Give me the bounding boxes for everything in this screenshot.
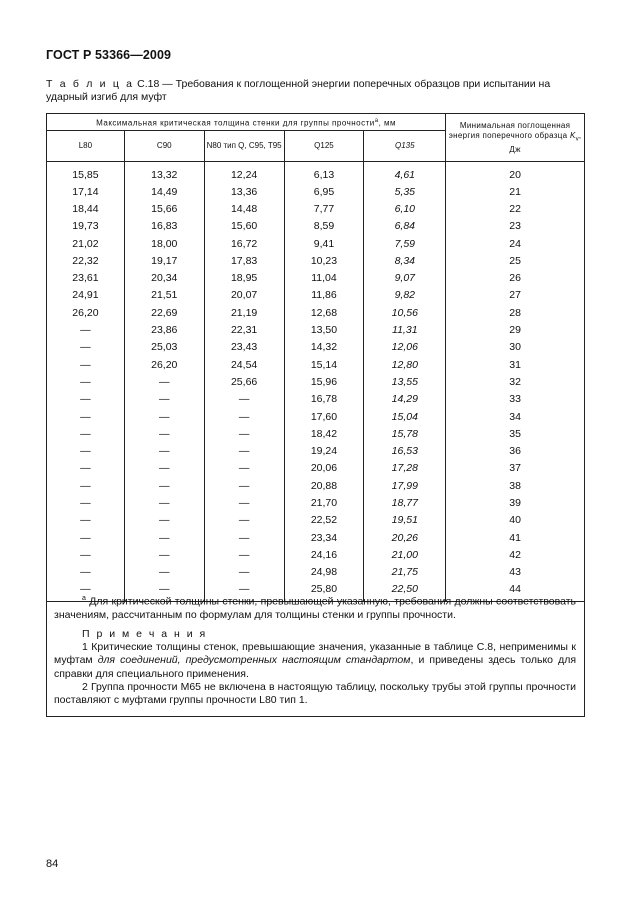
table-cell: — <box>124 373 204 390</box>
table-cell: — <box>124 442 204 459</box>
table-cell: — <box>124 425 204 442</box>
table-cell: 8,34 <box>364 252 446 269</box>
table-cell: 10,56 <box>364 304 446 321</box>
table-cell: 14,32 <box>284 339 364 356</box>
table-cell: — <box>47 460 125 477</box>
table-cell: 12,80 <box>364 356 446 373</box>
table-cell: 13,50 <box>284 321 364 338</box>
table-cell: 21,19 <box>204 304 284 321</box>
table-cell: — <box>47 408 125 425</box>
table-cell: — <box>124 546 204 563</box>
table-cell: 6,84 <box>364 218 446 235</box>
table-cell: 6,10 <box>364 200 446 217</box>
table-cell: 7,77 <box>284 200 364 217</box>
table-cell: 38 <box>446 477 585 494</box>
table-cell: 18,77 <box>364 494 446 511</box>
table-cell: 22 <box>446 200 585 217</box>
table-cell: 21,00 <box>364 546 446 563</box>
table-cell: 18,42 <box>284 425 364 442</box>
table-cell: 22,50 <box>364 581 446 602</box>
table-row <box>47 339 585 356</box>
table-cell: 15,14 <box>284 356 364 373</box>
table-row <box>47 269 585 286</box>
table-cell: 17,83 <box>204 252 284 269</box>
table-row <box>47 391 585 408</box>
table-cell: — <box>47 442 125 459</box>
table-cell: 32 <box>446 373 585 390</box>
table-cell: 8,59 <box>284 218 364 235</box>
table-row <box>47 183 585 200</box>
table-row <box>47 200 585 217</box>
table-cell: 6,95 <box>284 183 364 200</box>
table-cell: 10,23 <box>284 252 364 269</box>
table-cell: 28 <box>446 304 585 321</box>
table-row <box>47 287 585 304</box>
table-row <box>47 477 585 494</box>
table-row <box>47 408 585 425</box>
table-cell: 24,54 <box>204 356 284 373</box>
table-body <box>47 162 585 602</box>
table-row <box>47 218 585 235</box>
table-cell: 15,78 <box>364 425 446 442</box>
table-cell: 24,91 <box>47 287 125 304</box>
table-cell: 13,32 <box>124 162 204 184</box>
table-cell: 17,99 <box>364 477 446 494</box>
table-cell: — <box>204 546 284 563</box>
table-cell: — <box>204 391 284 408</box>
table-cell: 20 <box>446 162 585 184</box>
min-energy-header: Минимальная поглощенная энергия поперечного образца $K_v$, Дж <box>446 114 585 162</box>
table-cell: 21,02 <box>47 235 125 252</box>
document-header: ГОСТ Р 53366—2009 <box>46 48 172 62</box>
table-cell: 19,24 <box>284 442 364 459</box>
table-cell: 39 <box>446 494 585 511</box>
table-cell: 26,20 <box>124 356 204 373</box>
table-cell: 5,35 <box>364 183 446 200</box>
table-cell: 9,82 <box>364 287 446 304</box>
table-cell: — <box>204 494 284 511</box>
table-cell: — <box>47 425 125 442</box>
table-cell: — <box>47 494 125 511</box>
table-cell: 40 <box>446 512 585 529</box>
table-cell: 11,86 <box>284 287 364 304</box>
table-cell: 36 <box>446 442 585 459</box>
table-cell: 18,00 <box>124 235 204 252</box>
table-cell: 22,32 <box>47 252 125 269</box>
table-cell: 27 <box>446 287 585 304</box>
table-row <box>47 460 585 477</box>
table-cell: 20,88 <box>284 477 364 494</box>
table-cell: 21,51 <box>124 287 204 304</box>
table-cell: 20,07 <box>204 287 284 304</box>
table-cell: — <box>47 546 125 563</box>
table-cell: 37 <box>446 460 585 477</box>
table-cell: 21,70 <box>284 494 364 511</box>
table-cell: 15,60 <box>204 218 284 235</box>
table-cell: — <box>124 408 204 425</box>
table-cell: 14,49 <box>124 183 204 200</box>
table-cell: 43 <box>446 564 585 581</box>
table-cell: — <box>47 477 125 494</box>
table-cell: 17,14 <box>47 183 125 200</box>
table-row <box>47 356 585 373</box>
table-cell: 19,73 <box>47 218 125 235</box>
table-cell: — <box>204 564 284 581</box>
table-cell: 16,72 <box>204 235 284 252</box>
column-header: N80 тип Q, C95, T95 <box>204 131 284 162</box>
table-cell: 29 <box>446 321 585 338</box>
table-cell: 13,36 <box>204 183 284 200</box>
table-row <box>47 494 585 511</box>
table-row <box>47 252 585 269</box>
table-row <box>47 546 585 563</box>
table-cell: — <box>204 442 284 459</box>
table-cell: 21,75 <box>364 564 446 581</box>
table-cell: 33 <box>446 391 585 408</box>
table-cell: 24 <box>446 235 585 252</box>
table-cell: 20,06 <box>284 460 364 477</box>
table-cell: 7,59 <box>364 235 446 252</box>
table-row <box>47 304 585 321</box>
footnote: $^a$ Для критической толщины стенки, превышающей указанную, требования должны соответствовать значениям, рассчитанным по формулам для толщины стенки и группы прочности. <box>54 595 576 621</box>
table-row <box>47 373 585 390</box>
table-cell: — <box>124 391 204 408</box>
column-header: Q125 <box>284 131 364 162</box>
table-cell: 22,31 <box>204 321 284 338</box>
table-cell: — <box>47 564 125 581</box>
table-cell: 12,24 <box>204 162 284 184</box>
note-1: 1 Критические толщины стенок, превышающие значения, указанные в таблице С.8, неприменимы к муфтам для соединений, предусмотренных настоящим стандартом, и приведены здесь только для справки для специального применения. <box>54 641 577 680</box>
table-cell: 15,66 <box>124 200 204 217</box>
table-cell: 19,17 <box>124 252 204 269</box>
table-cell: 23 <box>446 218 585 235</box>
notes-title: П р и м е ч а н и я <box>82 627 208 640</box>
table-cell: — <box>204 512 284 529</box>
table-row <box>47 512 585 529</box>
table-cell: 24,98 <box>284 564 364 581</box>
caption-prefix: Т а б л и ц а <box>46 78 135 90</box>
table-cell: — <box>47 356 125 373</box>
table-cell: — <box>47 321 125 338</box>
table-cell: 22,52 <box>284 512 364 529</box>
column-header: Q135 <box>364 131 446 162</box>
table-cell: 23,86 <box>124 321 204 338</box>
table-caption <box>46 78 586 104</box>
table-cell: — <box>124 581 204 602</box>
table-cell: 14,29 <box>364 391 446 408</box>
table-cell: — <box>47 512 125 529</box>
table-row <box>47 235 585 252</box>
table-cell: 23,34 <box>284 529 364 546</box>
table-cell: 17,28 <box>364 460 446 477</box>
table-cell: 18,44 <box>47 200 125 217</box>
table-cell: 25,66 <box>204 373 284 390</box>
table-cell: 16,83 <box>124 218 204 235</box>
table-cell: 18,95 <box>204 269 284 286</box>
table-cell: 19,51 <box>364 512 446 529</box>
column-header: L80 <box>47 131 125 162</box>
table-cell: 22,69 <box>124 304 204 321</box>
table-cell: 44 <box>446 581 585 602</box>
table-cell: 42 <box>446 546 585 563</box>
energy-table <box>46 113 585 602</box>
table-row <box>47 442 585 459</box>
table-cell: — <box>124 477 204 494</box>
table-row <box>47 425 585 442</box>
table-cell: 30 <box>446 339 585 356</box>
table-row <box>47 564 585 581</box>
table-cell: 23,43 <box>204 339 284 356</box>
table-cell: — <box>47 391 125 408</box>
table-cell: — <box>124 512 204 529</box>
table-cell: — <box>47 581 125 602</box>
table-cell: 25 <box>446 252 585 269</box>
table-cell: 31 <box>446 356 585 373</box>
table-cell: 23,61 <box>47 269 125 286</box>
table-cell: — <box>47 373 125 390</box>
group-header: Максимальная критическая толщина стенки для группы прочности$^a$, мм <box>47 114 446 131</box>
table-cell: 26,20 <box>47 304 125 321</box>
table-row <box>47 162 585 184</box>
table-cell: — <box>124 529 204 546</box>
table-cell: 12,06 <box>364 339 446 356</box>
page-number: 84 <box>46 858 59 870</box>
table-cell: 20,34 <box>124 269 204 286</box>
table-cell: 14,48 <box>204 200 284 217</box>
table-cell: 25,80 <box>284 581 364 602</box>
table-cell: — <box>204 460 284 477</box>
table-cell: — <box>124 460 204 477</box>
table-cell: — <box>204 425 284 442</box>
table-cell: 11,31 <box>364 321 446 338</box>
table-cell: — <box>204 477 284 494</box>
table-row <box>47 529 585 546</box>
table-cell: 15,96 <box>284 373 364 390</box>
table-cell: 21 <box>446 183 585 200</box>
table-cell: 20,26 <box>364 529 446 546</box>
table-cell: 34 <box>446 408 585 425</box>
table-cell: 24,16 <box>284 546 364 563</box>
table-cell: — <box>124 494 204 511</box>
table-cell: 6,13 <box>284 162 364 184</box>
table-cell: — <box>47 339 125 356</box>
table-cell: 15,85 <box>47 162 125 184</box>
table-row <box>47 321 585 338</box>
table-cell: 41 <box>446 529 585 546</box>
table-cell: 9,07 <box>364 269 446 286</box>
note-2: 2 Группа прочности М65 не включена в настоящую таблицу, поскольку трубы этой группы прочности поставляют с муфтами группы прочности L80 тип 1. <box>54 680 576 706</box>
table-cell: — <box>204 581 284 602</box>
table-cell: — <box>204 408 284 425</box>
table-cell: 11,04 <box>284 269 364 286</box>
table-cell: — <box>204 529 284 546</box>
table-cell: 17,60 <box>284 408 364 425</box>
table-cell: 35 <box>446 425 585 442</box>
table-cell: — <box>124 564 204 581</box>
table-cell: 25,03 <box>124 339 204 356</box>
table-notes <box>54 592 576 707</box>
table-cell: 26 <box>446 269 585 286</box>
caption-text: С.18 — Требования к поглощенной энергии поперечных образцов при испытании на ударный изгиб для муфт <box>46 78 551 103</box>
table-cell: — <box>47 529 125 546</box>
table-cell: 13,55 <box>364 373 446 390</box>
table-cell: 16,78 <box>284 391 364 408</box>
table-cell: 16,53 <box>364 442 446 459</box>
column-header: C90 <box>124 131 204 162</box>
table-cell: 4,61 <box>364 162 446 184</box>
table-cell: 15,04 <box>364 408 446 425</box>
table-cell: 9,41 <box>284 235 364 252</box>
table-cell: 12,68 <box>284 304 364 321</box>
